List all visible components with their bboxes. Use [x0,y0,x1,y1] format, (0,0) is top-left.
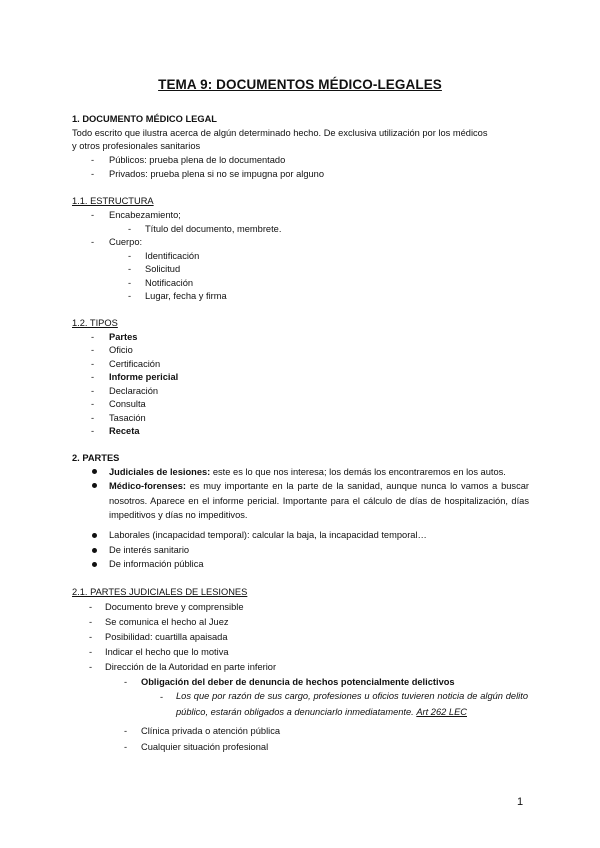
dash-bullet: - [128,224,132,234]
list-item: Dirección de la Autoridad en parte inferior [105,662,277,672]
bold-term: Judiciales de lesiones: [109,467,211,477]
list-item: Informe pericial [109,372,179,382]
list-item: Solicitud [145,264,181,274]
dash-bullet: - [91,237,95,247]
dash-bullet: - [91,386,95,396]
dash-bullet: - [160,692,164,702]
dash-bullet: - [91,426,95,436]
dash-bullet: - [124,726,128,736]
section-1-intro-line-1: Todo escrito que ilustra acerca de algún determinado hecho. De exclusiva utilización por los médicos [72,128,488,138]
list-item: Identificación [145,251,200,261]
dash-bullet: - [89,647,93,657]
dash-bullet: - [124,742,128,752]
dash-bullet: - [91,155,95,165]
dash-bullet: - [89,662,93,672]
quote-text: Los que por razón de sus cargo, profesiones u oficios tuvieren noticia de algún delito público, estarán obligados a denunciarlo inmediatamente. [176,691,528,717]
list-item: Privados: prueba plena si no se impugna por alguno [109,169,325,179]
bullet-dot [92,533,97,538]
list-item: Indicar el hecho que lo motiva [105,647,229,657]
list-item: Receta [109,426,140,436]
list-item: Declaración [109,386,159,396]
dash-bullet: - [124,677,128,687]
list-item: Cuerpo: [109,237,143,247]
dash-bullet: - [91,413,95,423]
dash-bullet: - [89,632,93,642]
article-reference: Art 262 LEC [416,707,467,717]
dash-bullet: - [91,332,95,342]
list-item: Se comunica el hecho al Juez [105,617,229,627]
bullet-dot [92,483,97,488]
list-item: Oficio [109,345,133,355]
bullet-dot [92,548,97,553]
section-1-heading: 1. DOCUMENTO MÉDICO LEGAL [72,114,217,124]
paragraph-medico-forenses [109,479,529,523]
list-item: Laborales (incapacidad temporal): calcular la baja, la incapacidad temporal… [109,530,427,540]
term-description: este es lo que nos interesa; los demás los encontraremos en los autos. [210,467,506,477]
section-2-heading: 2. PARTES [72,453,120,463]
list-item: Públicos: prueba plena de lo documentado [109,155,286,165]
dash-bullet: - [91,372,95,382]
section-2-1-heading: 2.1. PARTES JUDICIALES DE LESIONES [72,587,248,597]
list-item: Partes [109,332,138,342]
dash-bullet: - [91,169,95,179]
list-item: Consulta [109,399,146,409]
dash-bullet: - [128,251,132,261]
list-item: Posibilidad: cuartilla apaisada [105,632,228,642]
dash-bullet: - [89,617,93,627]
list-item: Cualquier situación profesional [141,742,269,752]
dash-bullet: - [128,278,132,288]
paragraph-judiciales [109,465,529,480]
list-item: Notificación [145,278,194,288]
list-item: Lugar, fecha y firma [145,291,227,301]
list-item: Clínica privada o atención pública [141,726,281,736]
dash-bullet: - [91,210,95,220]
dash-bullet: - [89,602,93,612]
section-1-1-heading: 1.1. ESTRUCTURA [72,196,154,206]
bullet-dot [92,562,97,567]
list-item: Certificación [109,359,161,369]
page-title: TEMA 9: DOCUMENTOS MÉDICO-LEGALES [158,77,442,92]
list-item: Obligación del deber de denuncia de hechos potencialmente delictivos [141,677,455,687]
dash-bullet: - [128,264,132,274]
legal-quote [176,688,528,720]
list-item: Documento breve y comprensible [105,602,244,612]
bold-term: Médico-forenses: [109,481,186,491]
dash-bullet: - [91,399,95,409]
dash-bullet: - [91,345,95,355]
page-number: 1 [517,796,524,808]
section-1-2-heading: 1.2. TIPOS [72,318,118,328]
bullet-dot [92,469,97,474]
term-description: es muy importante en la parte de la sanidad, aunque nunca lo vamos a buscar nosotros. Aparece en el informe pericial. Importante para el cálculo de días de hospitalización, días impeditivos y días no impeditivos. [109,481,529,520]
list-item: Encabezamiento; [109,210,181,220]
section-1-intro-line-2: y otros profesionales sanitarios [72,141,201,151]
list-item: Título del documento, membrete. [145,224,282,234]
dash-bullet: - [91,359,95,369]
dash-bullet: - [128,291,132,301]
list-item: Tasación [109,413,146,423]
list-item: De información pública [109,559,204,569]
list-item: De interés sanitario [109,545,190,555]
